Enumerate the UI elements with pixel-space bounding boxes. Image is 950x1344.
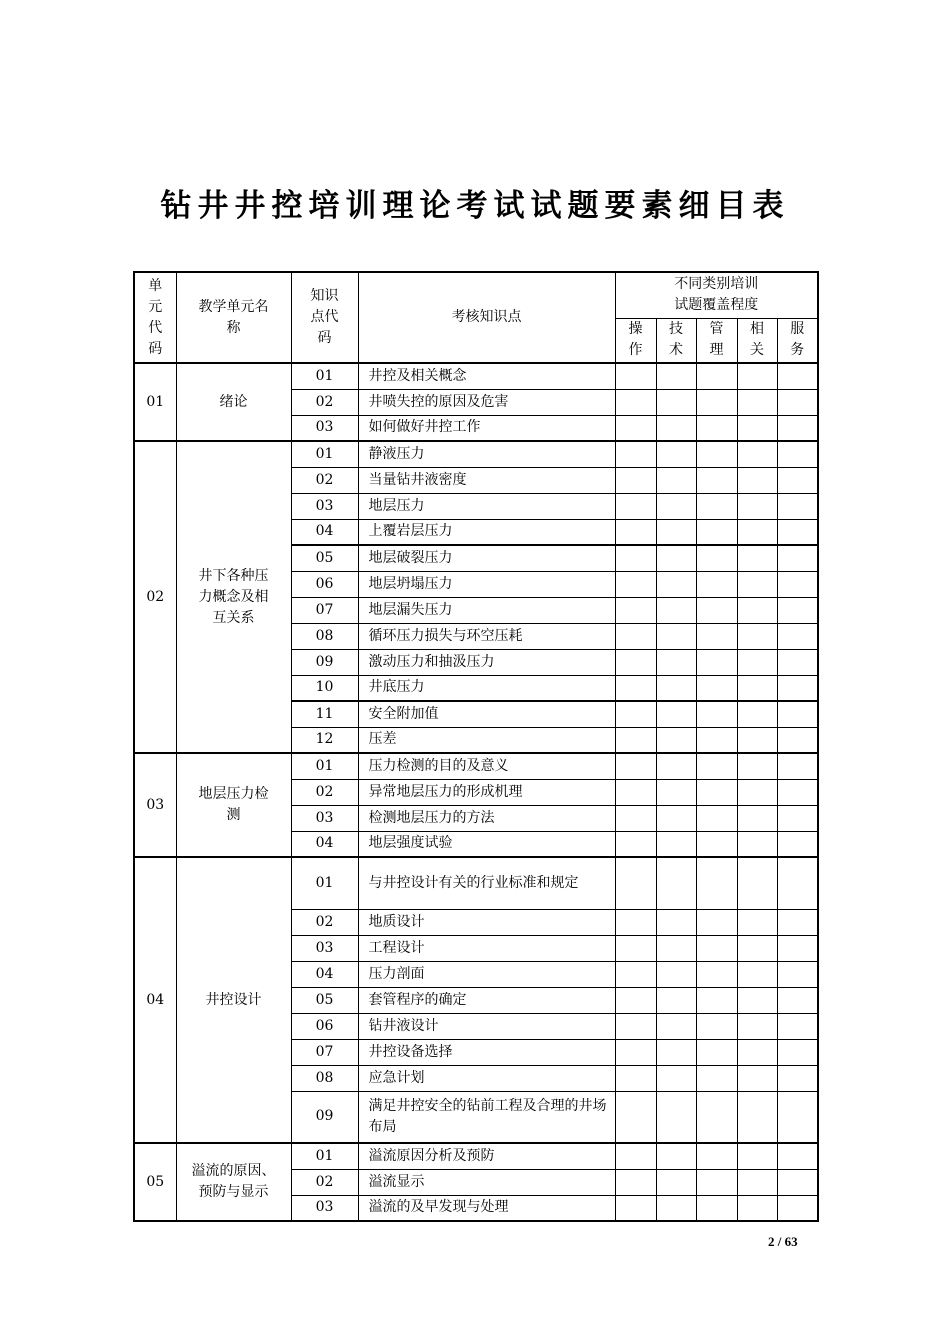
kp-code: 08 [291,1065,358,1091]
coverage-cell [615,597,656,623]
kp-code: 07 [291,1039,358,1065]
coverage-cell [615,545,656,571]
coverage-cell [777,1169,818,1195]
coverage-cell [656,1039,696,1065]
kp-code: 08 [291,623,358,649]
coverage-cell [696,935,737,961]
coverage-cell [656,571,696,597]
coverage-cell [696,623,737,649]
coverage-cell [696,779,737,805]
coverage-cell [696,1143,737,1169]
kp-code: 03 [291,1195,358,1221]
coverage-cell [696,675,737,701]
coverage-cell [615,649,656,675]
coverage-cell [615,519,656,545]
coverage-cell [777,415,818,441]
coverage-cell [777,909,818,935]
coverage-cell [615,1039,656,1065]
coverage-cell [656,675,696,701]
coverage-cell [656,779,696,805]
coverage-cell [737,1013,777,1039]
coverage-cell [777,623,818,649]
coverage-cell [777,961,818,987]
page-number: 2 / 63 [768,1234,798,1249]
kp-code: 09 [291,1091,358,1143]
coverage-cell [615,857,656,909]
coverage-cell [777,701,818,727]
kp-code: 07 [291,597,358,623]
coverage-cell [656,597,696,623]
header-kp: 考核知识点 [358,272,615,363]
coverage-cell [696,389,737,415]
unit-code: 01 [134,363,176,441]
page-title: 钻井井控培训理论考试试题要素细目表 [160,188,790,224]
coverage-cell [615,909,656,935]
coverage-cell [615,389,656,415]
coverage-cell [696,571,737,597]
coverage-cell [696,545,737,571]
kp-code: 04 [291,519,358,545]
coverage-cell [737,389,777,415]
coverage-cell [737,909,777,935]
kp-text: 地层压力 [358,493,615,519]
kp-text: 激动压力和抽汲压力 [358,649,615,675]
kp-code: 01 [291,363,358,389]
kp-text: 应急计划 [358,1065,615,1091]
coverage-cell [777,779,818,805]
kp-text: 检测地层压力的方法 [358,805,615,831]
coverage-cell [615,701,656,727]
coverage-cell [656,623,696,649]
coverage-cell [615,1065,656,1091]
coverage-cell [737,545,777,571]
coverage-cell [777,519,818,545]
header-category: 管 理 [696,318,737,363]
kp-code: 12 [291,727,358,753]
coverage-cell [696,1169,737,1195]
header-category: 服 务 [777,318,818,363]
coverage-cell [615,441,656,467]
coverage-cell [777,805,818,831]
kp-text: 地层漏失压力 [358,597,615,623]
kp-text: 井控设备选择 [358,1039,615,1065]
coverage-cell [777,727,818,753]
kp-code: 01 [291,441,358,467]
coverage-cell [696,1195,737,1221]
coverage-cell [737,675,777,701]
kp-code: 04 [291,831,358,857]
coverage-cell [696,441,737,467]
coverage-cell [777,649,818,675]
coverage-cell [656,545,696,571]
coverage-cell [696,1091,737,1143]
kp-text: 井底压力 [358,675,615,701]
coverage-cell [696,753,737,779]
kp-code: 02 [291,389,358,415]
coverage-cell [777,363,818,389]
coverage-cell [696,805,737,831]
coverage-cell [615,415,656,441]
unit-code: 04 [134,857,176,1143]
header-kp-code: 知识 点代 码 [291,272,358,363]
coverage-cell [737,1143,777,1169]
header-category: 操 作 [615,318,656,363]
coverage-cell [737,805,777,831]
coverage-cell [615,1091,656,1143]
coverage-cell [615,1143,656,1169]
kp-text: 地层破裂压力 [358,545,615,571]
coverage-cell [737,987,777,1013]
coverage-cell [615,1195,656,1221]
header-category: 技 术 [656,318,696,363]
coverage-cell [615,831,656,857]
coverage-cell [737,467,777,493]
coverage-cell [737,935,777,961]
coverage-cell [777,467,818,493]
kp-text: 如何做好井控工作 [358,415,615,441]
kp-text: 安全附加值 [358,701,615,727]
kp-text: 异常地层压力的形成机理 [358,779,615,805]
table-row [134,1143,818,1169]
kp-code: 02 [291,1169,358,1195]
coverage-cell [696,961,737,987]
coverage-cell [696,649,737,675]
coverage-cell [615,961,656,987]
coverage-cell [656,415,696,441]
coverage-cell [737,1091,777,1143]
coverage-cell [656,1143,696,1169]
coverage-cell [777,1091,818,1143]
coverage-cell [615,363,656,389]
coverage-cell [737,727,777,753]
unit-name: 井控设计 [176,857,291,1143]
header-coverage: 不同类别培训 试题覆盖程度 [615,272,818,318]
kp-code: 03 [291,415,358,441]
kp-code: 06 [291,571,358,597]
coverage-cell [615,753,656,779]
coverage-cell [737,1169,777,1195]
coverage-cell [656,987,696,1013]
kp-text: 地层强度试验 [358,831,615,857]
coverage-cell [656,701,696,727]
coverage-cell [777,545,818,571]
coverage-cell [696,857,737,909]
coverage-cell [737,753,777,779]
coverage-cell [777,987,818,1013]
coverage-cell [656,1195,696,1221]
coverage-cell [696,1013,737,1039]
coverage-cell [777,441,818,467]
unit-code: 03 [134,753,176,857]
kp-code: 01 [291,1143,358,1169]
coverage-cell [656,909,696,935]
coverage-cell [615,987,656,1013]
coverage-cell [696,701,737,727]
kp-text: 当量钻井液密度 [358,467,615,493]
coverage-cell [737,493,777,519]
coverage-cell [615,779,656,805]
kp-code: 05 [291,987,358,1013]
kp-code: 03 [291,935,358,961]
coverage-cell [656,831,696,857]
coverage-cell [656,441,696,467]
coverage-cell [656,1013,696,1039]
coverage-cell [737,857,777,909]
coverage-cell [696,493,737,519]
kp-text: 套管程序的确定 [358,987,615,1013]
coverage-cell [777,1143,818,1169]
kp-code: 01 [291,753,358,779]
coverage-cell [656,649,696,675]
coverage-cell [615,675,656,701]
coverage-cell [777,753,818,779]
coverage-cell [696,1065,737,1091]
kp-text: 压力检测的目的及意义 [358,753,615,779]
kp-code: 09 [291,649,358,675]
kp-text: 钻井液设计 [358,1013,615,1039]
unit-code: 05 [134,1143,176,1221]
coverage-cell [777,1013,818,1039]
coverage-cell [737,415,777,441]
coverage-cell [737,441,777,467]
kp-text: 压差 [358,727,615,753]
coverage-cell [737,831,777,857]
coverage-cell [777,675,818,701]
coverage-cell [696,909,737,935]
coverage-cell [615,935,656,961]
kp-code: 03 [291,493,358,519]
kp-text: 地层坍塌压力 [358,571,615,597]
kp-text: 溢流的及早发现与处理 [358,1195,615,1221]
coverage-cell [696,467,737,493]
table-row [134,363,818,389]
coverage-cell [615,1013,656,1039]
coverage-cell [696,727,737,753]
coverage-cell [615,493,656,519]
kp-code: 02 [291,779,358,805]
kp-text: 工程设计 [358,935,615,961]
coverage-cell [737,623,777,649]
kp-code: 05 [291,545,358,571]
coverage-cell [737,597,777,623]
kp-code: 06 [291,1013,358,1039]
coverage-cell [737,571,777,597]
kp-code: 03 [291,805,358,831]
coverage-cell [656,727,696,753]
coverage-cell [615,1169,656,1195]
coverage-cell [615,727,656,753]
kp-code: 04 [291,961,358,987]
coverage-cell [777,831,818,857]
coverage-cell [777,597,818,623]
coverage-cell [777,571,818,597]
kp-code: 02 [291,909,358,935]
coverage-cell [656,857,696,909]
unit-name: 井下各种压 力概念及相 互关系 [176,441,291,753]
coverage-cell [737,701,777,727]
coverage-cell [656,935,696,961]
kp-text: 地质设计 [358,909,615,935]
coverage-cell [737,1195,777,1221]
kp-text: 溢流原因分析及预防 [358,1143,615,1169]
kp-text: 满足井控安全的钻前工程及合理的井场布局 [358,1091,615,1143]
table-row [134,857,818,909]
knowledge-table [133,271,819,1222]
coverage-cell [656,467,696,493]
coverage-cell [656,961,696,987]
coverage-cell [777,1195,818,1221]
coverage-cell [696,519,737,545]
coverage-cell [777,935,818,961]
coverage-cell [656,753,696,779]
kp-text: 井喷失控的原因及危害 [358,389,615,415]
coverage-cell [737,1065,777,1091]
coverage-cell [777,857,818,909]
coverage-cell [615,571,656,597]
coverage-cell [656,1065,696,1091]
coverage-cell [696,987,737,1013]
coverage-cell [696,1039,737,1065]
coverage-cell [777,1065,818,1091]
coverage-cell [737,649,777,675]
coverage-cell [656,493,696,519]
coverage-cell [615,623,656,649]
coverage-cell [737,961,777,987]
header-category: 相 关 [737,318,777,363]
kp-code: 11 [291,701,358,727]
unit-code: 02 [134,441,176,753]
kp-text: 压力剖面 [358,961,615,987]
coverage-cell [656,519,696,545]
coverage-cell [737,363,777,389]
table-row [134,441,818,467]
coverage-cell [777,389,818,415]
kp-text: 循环压力损失与环空压耗 [358,623,615,649]
coverage-cell [696,597,737,623]
kp-code: 10 [291,675,358,701]
coverage-cell [656,1169,696,1195]
kp-text: 静液压力 [358,441,615,467]
header-unit-name: 教学单元名 称 [176,272,291,363]
coverage-cell [777,493,818,519]
kp-text: 上覆岩层压力 [358,519,615,545]
header-unit-code: 单 元 代 码 [134,272,176,363]
coverage-cell [696,831,737,857]
kp-text: 井控及相关概念 [358,363,615,389]
coverage-cell [696,363,737,389]
unit-name: 地层压力检 测 [176,753,291,857]
coverage-cell [777,1039,818,1065]
kp-text: 与井控设计有关的行业标准和规定 [358,857,615,909]
coverage-cell [696,415,737,441]
unit-name: 溢流的原因、 预防与显示 [176,1143,291,1221]
table-row [134,753,818,779]
coverage-cell [615,805,656,831]
coverage-cell [737,519,777,545]
kp-code: 02 [291,467,358,493]
coverage-cell [656,805,696,831]
coverage-cell [615,467,656,493]
coverage-cell [737,1039,777,1065]
coverage-cell [656,1091,696,1143]
coverage-cell [656,363,696,389]
coverage-cell [737,779,777,805]
coverage-cell [656,389,696,415]
kp-text: 溢流显示 [358,1169,615,1195]
kp-code: 01 [291,857,358,909]
unit-name: 绪论 [176,363,291,441]
